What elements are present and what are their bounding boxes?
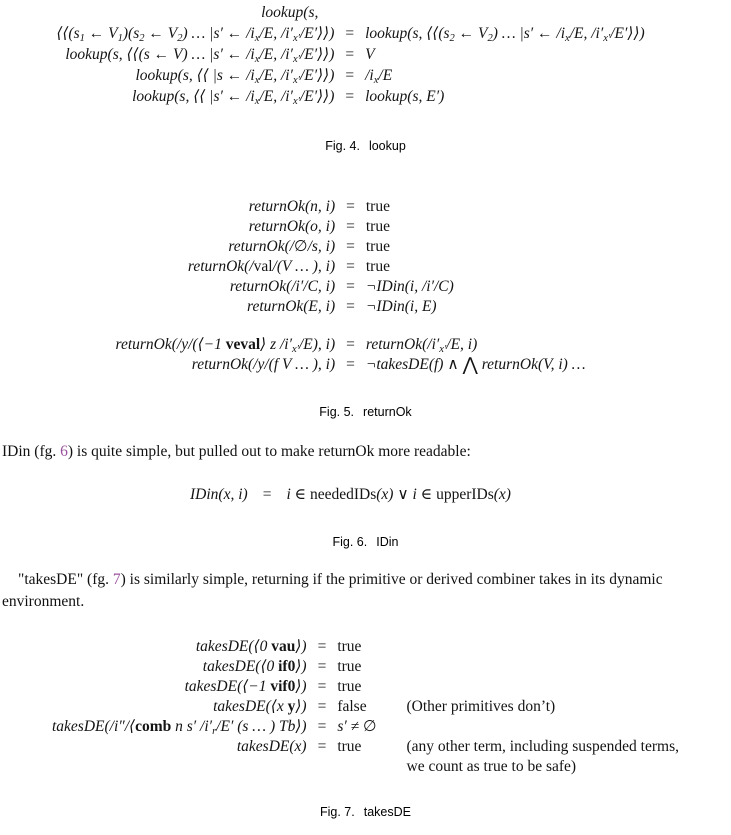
equation-lhs: takesDE(x) [236,738,307,756]
equation-rhs: ¬IDin(i, E) [365,298,437,315]
equation-block-takesde [52,637,679,777]
equation-lhs: takesDE(⟨−1 vif0⟩) [184,678,307,696]
equation-note: (Other primitives don’t) [406,698,556,716]
figure-caption-label: Fig. 5. [319,405,355,420]
equals-sign: = [345,46,355,63]
equation-lhs: takesDE(⟨0 vau⟩) [195,638,307,656]
figure-caption-label: Fig. 7. [320,805,355,820]
equation-rhs: true [337,678,362,696]
figure-idin [0,485,731,549]
equals-sign: = [317,638,327,656]
paragraph-takesde [0,569,731,613]
equation-lhs: takesDE(/i″/⟨comb n s′ $/i'_r/E'$ (s … ) Tb⟩) [51,718,307,738]
figure-caption [0,805,731,819]
equation-block-gap [116,317,616,335]
equation-lhs: $⟨⟨(s_1$ ← $V_1)(s_2$ ← $V_2$) … |s′ ← $/i_x/E$, $/i'_{x'}/E'⟩⟩$) [56,25,335,44]
equation-block-idin [190,485,541,505]
equation-rhs: $/i_x/E$ [365,67,393,86]
equation-rhs: true [337,738,362,756]
equation-rhs: i ∈ neededIDs(x) ∨ i ∈ upperIDs(x) [286,486,511,504]
figure-returnok [0,197,731,419]
equals-sign: = [345,25,355,42]
figure-caption-text: takesDE [363,805,411,820]
equals-sign: = [346,356,355,373]
equation-rhs: s′ ≠ ∅ [337,718,377,736]
equation-rhs: true [365,258,390,275]
equation-block-returnok [116,197,616,375]
figure-caption-text: lookup [368,139,406,153]
equation-lhs: takesDE(⟨x y⟩) [213,698,307,716]
equation-rhs: ¬takesDE(f) ∧ ⋀ returnOk(V, i) … [365,354,586,376]
equals-sign: = [346,238,355,255]
equals-sign: = [345,88,355,105]
equation-lhs: returnOk(o, i) [248,218,336,235]
figure-caption-text: returnOk [363,405,412,420]
equation-rhs: false [337,698,367,716]
paragraph-text: ) is similarly simple, returning if the primitive or derived combiner takes in its dynamic environment. [2,571,663,611]
figure-takesde [0,637,731,819]
equation-lhs: returnOk(n, i) [248,198,336,215]
equation-lhs: returnOk(/y/(⟨−1 veval⟩ z $/i'_{x'}/E$), i) [115,336,336,355]
equation-lhs: lookup(s, ⟨⟨ |s′ ← $/i_x/E$, $/i'_{x'}/E'⟩⟩$) [132,88,335,107]
equals-sign: = [317,718,327,736]
equation-continuation: lookup(s, [261,4,319,21]
paragraph-text: IDin (fg. [2,443,61,461]
equals-sign: = [346,218,355,235]
equation-lhs: returnOk(/val/(V … ), i) [187,258,336,275]
paragraph-text: ) is quite simple, but pulled out to make returnOk more readable: [67,443,471,461]
equation-lhs: IDin(x, i) [190,486,248,504]
equals-sign: = [317,738,327,756]
equals-sign: = [345,67,355,84]
equals-sign: = [346,198,355,215]
equals-sign: = [346,336,355,353]
figure-caption-label: Fig. 6. [332,535,368,550]
equals-sign: = [317,678,327,696]
figure-caption [0,139,731,153]
equation-rhs: ¬IDin(i, /i′/C) [365,278,454,295]
equation-rhs: true [365,238,390,255]
equation-lhs: lookup(s, ⟨⟨ |s ← $/i_x/E$, $/i'_{x'}/E'⟩⟩$) [135,67,335,86]
equation-rhs: true [365,218,390,235]
figure-caption [0,535,731,549]
figure-ref-link[interactable]: 6 [60,443,68,461]
equation-note: (any other term, including suspended terms, we count as true to be safe) [406,738,679,776]
paragraph-idin [0,441,731,463]
equation-rhs: true [337,638,362,656]
figure-lookup [0,2,731,153]
equals-sign: = [262,486,272,504]
equation-rhs: V [365,46,375,63]
equation-lhs: returnOk(E, i) [247,298,336,315]
figure-caption-text: IDin [376,535,399,550]
figure-caption-label: Fig. 4. [325,139,360,153]
equals-sign: = [346,278,355,295]
equals-sign: = [317,698,327,716]
equation-block-lookup [56,2,674,107]
equation-rhs: lookup(s, E′) [365,88,445,105]
equals-sign: = [346,258,355,275]
equation-rhs: $returnOk(/i'_{x'}/E$, i) [365,336,478,355]
equation-lhs: lookup(s, ⟨⟨(s ← V) … |s′ ← $/i_x/E$, $/i'_{x'}/E'⟩⟩$) [65,46,335,65]
equals-sign: = [317,658,327,676]
equation-lhs: returnOk(/i′/C, i) [229,278,336,295]
figure-caption [0,405,731,419]
equation-rhs: lookup(s, $⟨⟨(s_2$ ← $V_2$) … |s′ ← $/i_x/E$, $/i'_{x'}/E'⟩⟩$) [365,25,645,44]
equation-lhs: returnOk(/y/(f V … ), i) [191,356,336,373]
paragraph-text: "takesDE" (fg. [18,571,113,589]
equation-rhs: true [337,658,362,676]
equation-lhs: returnOk(/∅/s, i) [228,238,336,255]
figure-ref-link[interactable]: 7 [112,571,121,589]
equation-rhs: true [365,198,390,215]
equation-lhs: takesDE(⟨0 if0⟩) [202,658,307,676]
equals-sign: = [346,298,355,315]
